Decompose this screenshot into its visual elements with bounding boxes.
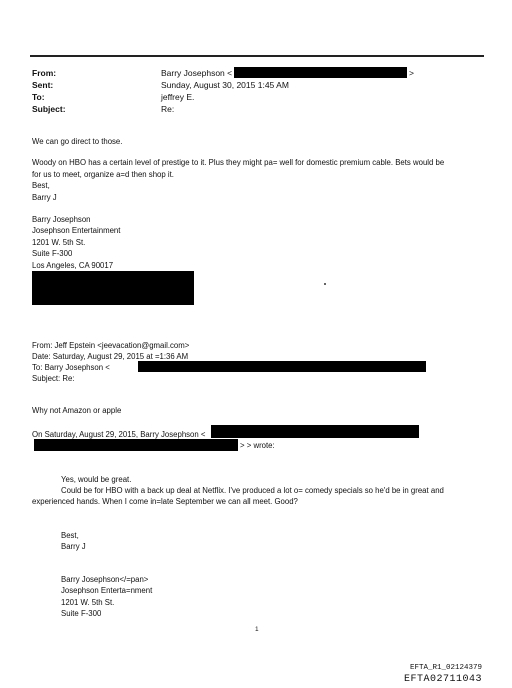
body-line-1: We can go direct to those. (32, 137, 123, 146)
page-number: 1 (255, 626, 259, 633)
reply2-on-line: On Saturday, August 29, 2015, Barry Josephson < (32, 430, 206, 439)
sig2-name: Barry Josephson</=pan> (61, 575, 149, 584)
from-value: Barry Josephson < (161, 68, 233, 78)
redaction-wrote-email (34, 439, 238, 451)
from-close: > (409, 68, 414, 78)
quoted1-subject: Subject: Re: (32, 374, 75, 383)
reply2-line: Why not Amazon or apple (32, 406, 122, 415)
footer-id-small: EFTA_R1_02124379 (409, 664, 482, 672)
body-sign: Barry J (32, 193, 57, 202)
sig2-company: Josephson Enterta=nment (61, 586, 153, 595)
sent-value: Sunday, August 30, 2015 1:45 AM (161, 80, 289, 90)
sig1-street: 1201 W. 5th St. (32, 238, 86, 247)
footer-id-large: EFTA02711043 (403, 674, 482, 685)
redaction-from-email (234, 67, 407, 78)
quoted2-sign: Barry J (61, 542, 86, 551)
to-value: jeffrey E. (161, 92, 195, 102)
quoted2-best: Best, (61, 531, 79, 540)
redaction-on-line-email (211, 425, 419, 438)
sig1-city: Los Angeles, CA 90017 (32, 261, 114, 270)
scan-speck (324, 283, 326, 285)
redaction-to-email (138, 361, 426, 372)
quoted1-to: To: Barry Josephson < (32, 363, 110, 372)
to-label: To: (32, 92, 45, 102)
quoted1-from: From: Jeff Epstein <jeevacation@gmail.com> (32, 341, 190, 350)
subject-label: Subject: (32, 104, 66, 114)
header-rule (30, 55, 484, 57)
sig1-name: Barry Josephson (32, 215, 91, 224)
sent-label: Sent: (32, 80, 54, 90)
body-best: Best, (32, 181, 50, 190)
sig1-suite: Suite F-300 (32, 249, 73, 258)
sig2-suite: Suite F-300 (61, 609, 102, 618)
quoted2-line3: experienced hands. When I come in=late September we can all meet. Good? (32, 497, 298, 506)
quoted2-line1: Yes, would be great. (61, 475, 132, 484)
body-para2-line2: for us to meet, organize a=d then shop it. (32, 170, 174, 179)
quoted2-line2: Could be for HBO with a back up deal at Netflix. I've produced a lot o= comedy specials so he'd be in great and (61, 486, 444, 495)
sig2-street: 1201 W. 5th St. (61, 598, 115, 607)
from-label: From: (32, 68, 57, 78)
quoted1-date: Date: Saturday, August 29, 2015 at =1:36 AM (32, 352, 189, 361)
subject-value: Re: (161, 104, 175, 114)
sig1-company: Josephson Entertainment (32, 226, 121, 235)
reply2-wrote: > > wrote: (240, 441, 275, 450)
body-para2-line1: Woody on HBO has a certain level of prestige to it. Plus they might pa= well for domestic premium cable. Bets would be (32, 158, 445, 167)
redaction-phone-block (32, 271, 194, 305)
